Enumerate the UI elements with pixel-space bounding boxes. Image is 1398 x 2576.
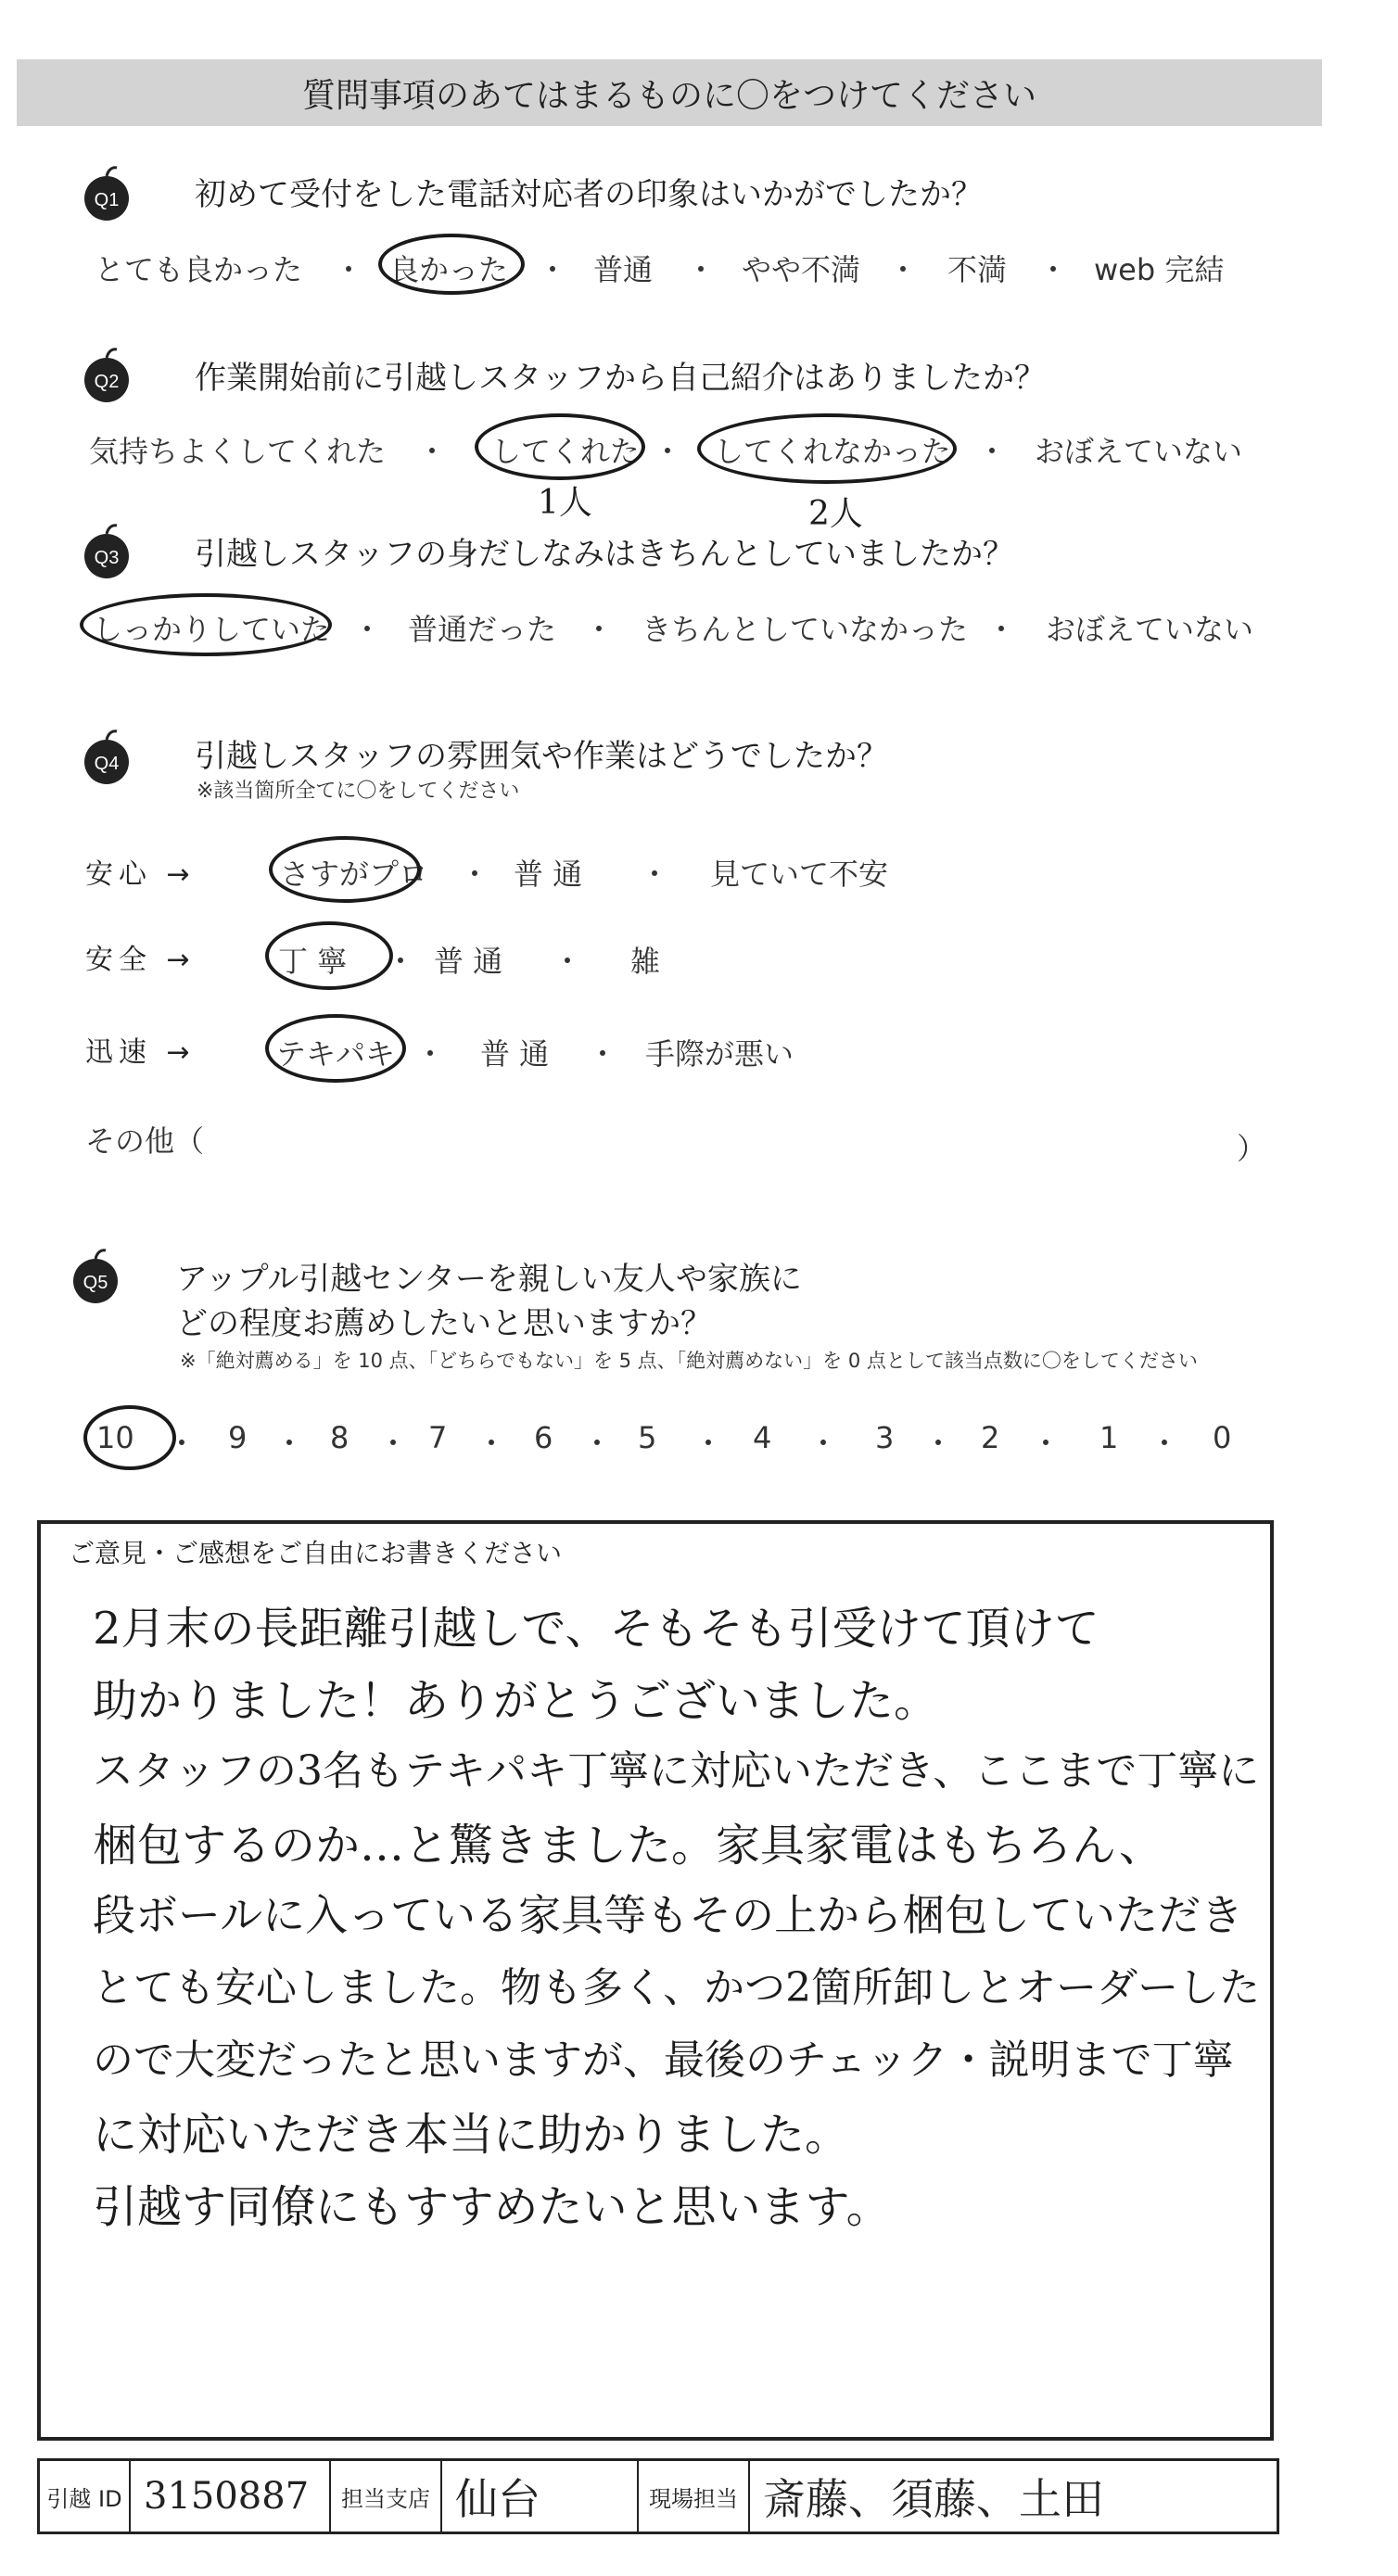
selection-circle [80,593,332,656]
handwritten-note: 1人 [538,484,592,522]
q4-other-label: その他（ [85,1123,205,1159]
apple-icon [67,1248,124,1305]
branch-value: 仙台 [442,2461,639,2532]
q4-option[interactable]: 見ていて不安 [710,857,889,892]
score-option[interactable]: 0 [1213,1420,1232,1455]
apple-icon [78,165,135,222]
comment-line: に対応いただき本当に助かりました。 [93,2109,850,2161]
selection-circle [378,234,525,295]
score-option[interactable]: 1 [1099,1420,1119,1455]
q1-option[interactable]: web 完結 [1094,252,1225,287]
selection-circle [83,1405,176,1470]
q4-option[interactable]: 普 通 [480,1036,550,1072]
q2-option-selected[interactable]: してくれた [491,434,641,469]
footer-table [37,2458,1279,2534]
comment-line: ので大変だったと思いますが、最後のチェック・説明まで丁寧 [93,2037,1234,2084]
comment-line: 2月末の長距離引越しで、そもそも引受けて頂けて [93,1603,1099,1655]
q3-option[interactable]: おぼえていない [1046,612,1254,647]
svg-text:Q5: Q5 [83,1273,108,1293]
q4-option[interactable]: 普 通 [434,944,503,979]
q5-title-line1: アップル引越センターを親しい友人や家族に [176,1261,802,1298]
q3-option[interactable]: きちんとしていなかった [642,612,969,647]
q1-option[interactable]: とても良かった [95,252,303,287]
q5-badge [67,1248,124,1305]
comment-line: 梱包するのか…と驚きました。家具家電はもちろん、 [93,1820,1163,1872]
q4-option[interactable]: 普 通 [514,857,583,892]
q5-note: ※「絶対薦める」を 10 点、「どちらでもない」を 5 点、「絶対薦めない」を 0 点として該当点数に〇をしてください [180,1350,1198,1372]
move-id-value: 3150887 [131,2461,331,2532]
apple-icon [78,729,135,786]
score-option[interactable]: 4 [753,1420,772,1455]
q4-row-label: 安心 → [85,858,196,891]
q4-row-label: 迅速 → [85,1036,196,1069]
q2-option-selected[interactable]: してくれなかった [714,434,952,469]
score-option[interactable]: 3 [875,1420,895,1455]
q2-option[interactable]: おぼえていない [1035,434,1243,469]
q3-badge [78,523,135,580]
q4-row-label: 安全 → [85,944,196,976]
selection-circle [265,1014,406,1083]
q4-badge [78,729,135,786]
score-option[interactable]: 9 [228,1420,248,1455]
staff-value: 斎藤、須藤、土田 [763,2474,1104,2524]
selection-circle [269,836,421,903]
q3-option-selected[interactable]: しっかりしていた [93,612,331,647]
score-option[interactable]: 7 [428,1420,448,1455]
q1-option[interactable]: 普通 [593,252,654,287]
q5-title-line2: どの程度お薦めしたいと思いますか？ [176,1305,712,1342]
q1-option[interactable]: やや不満 [742,252,861,287]
q3-title: 引越しスタッフの身だしなみはきちんとしていましたか？ [195,536,1014,573]
q4-title: 引越しスタッフの雰囲気や作業はどうでしたか？ [195,738,888,775]
q4-note: ※該当箇所全てに〇をしてください [197,780,520,803]
q3-option[interactable]: 普通だった [408,612,557,647]
svg-text:Q2: Q2 [94,372,120,392]
q1-option[interactable]: 不満 [947,252,1008,287]
comment-line: 段ボールに入っている家具等もその上から梱包していただき [93,1890,1244,1940]
q2-badge [78,347,135,404]
score-option[interactable]: 8 [330,1420,350,1455]
q4-option-selected[interactable]: テキパキ [276,1036,396,1072]
selection-circle [697,413,957,484]
handwritten-note: 2人 [808,495,863,533]
score-option[interactable]: 2 [981,1420,1000,1455]
q4-option[interactable]: 手際が悪い [645,1036,794,1072]
q2-title: 作業開始前に引越しスタッフから自己紹介はありましたか？ [195,360,1046,397]
score-option[interactable]: 6 [534,1420,553,1455]
score-option[interactable]: 5 [638,1420,657,1455]
selection-circle [265,921,393,990]
comment-line: 助かりました！ありがとうございました。 [93,1675,939,1727]
apple-icon [78,523,135,580]
q1-badge [78,165,135,222]
q4-option-selected[interactable]: さすがプロ [280,857,429,892]
q4-option[interactable]: 雑 [630,944,661,979]
section-header: 質問事項のあてはまるものに〇をつけてください [17,59,1322,126]
svg-text:Q3: Q3 [94,548,120,568]
score-option-selected[interactable]: 10 [96,1420,134,1455]
q1-title: 初めて受付をした電話対応者の印象はいかがでしたか？ [195,176,983,213]
comment-title: ご意見・ご感想をご自由にお書きください [69,1538,563,1568]
comment-line: とても安心しました。物も多く、かつ2箇所卸しとオーダーした [93,1964,1261,2011]
move-id-label: 引越 ID [40,2461,131,2532]
apple-icon [78,347,135,404]
q4-other-close: ） [1237,1131,1267,1166]
svg-text:Q1: Q1 [94,190,120,210]
q2-option[interactable]: 気持ちよくしてくれた [89,434,387,469]
q1-option-selected[interactable]: 良かった [389,252,509,287]
comment-line: 引越す同僚にもすすめたいと思います。 [93,2181,891,2233]
staff-label: 現場担当 [639,2461,750,2532]
q4-option-selected[interactable]: 丁 寧 [278,944,348,979]
svg-text:Q4: Q4 [94,754,120,774]
comment-line: スタッフの3名もテキパキ丁寧に対応いただき、ここまで丁寧に [93,1747,1260,1795]
branch-label: 担当支店 [331,2461,442,2532]
selection-circle [475,413,645,480]
